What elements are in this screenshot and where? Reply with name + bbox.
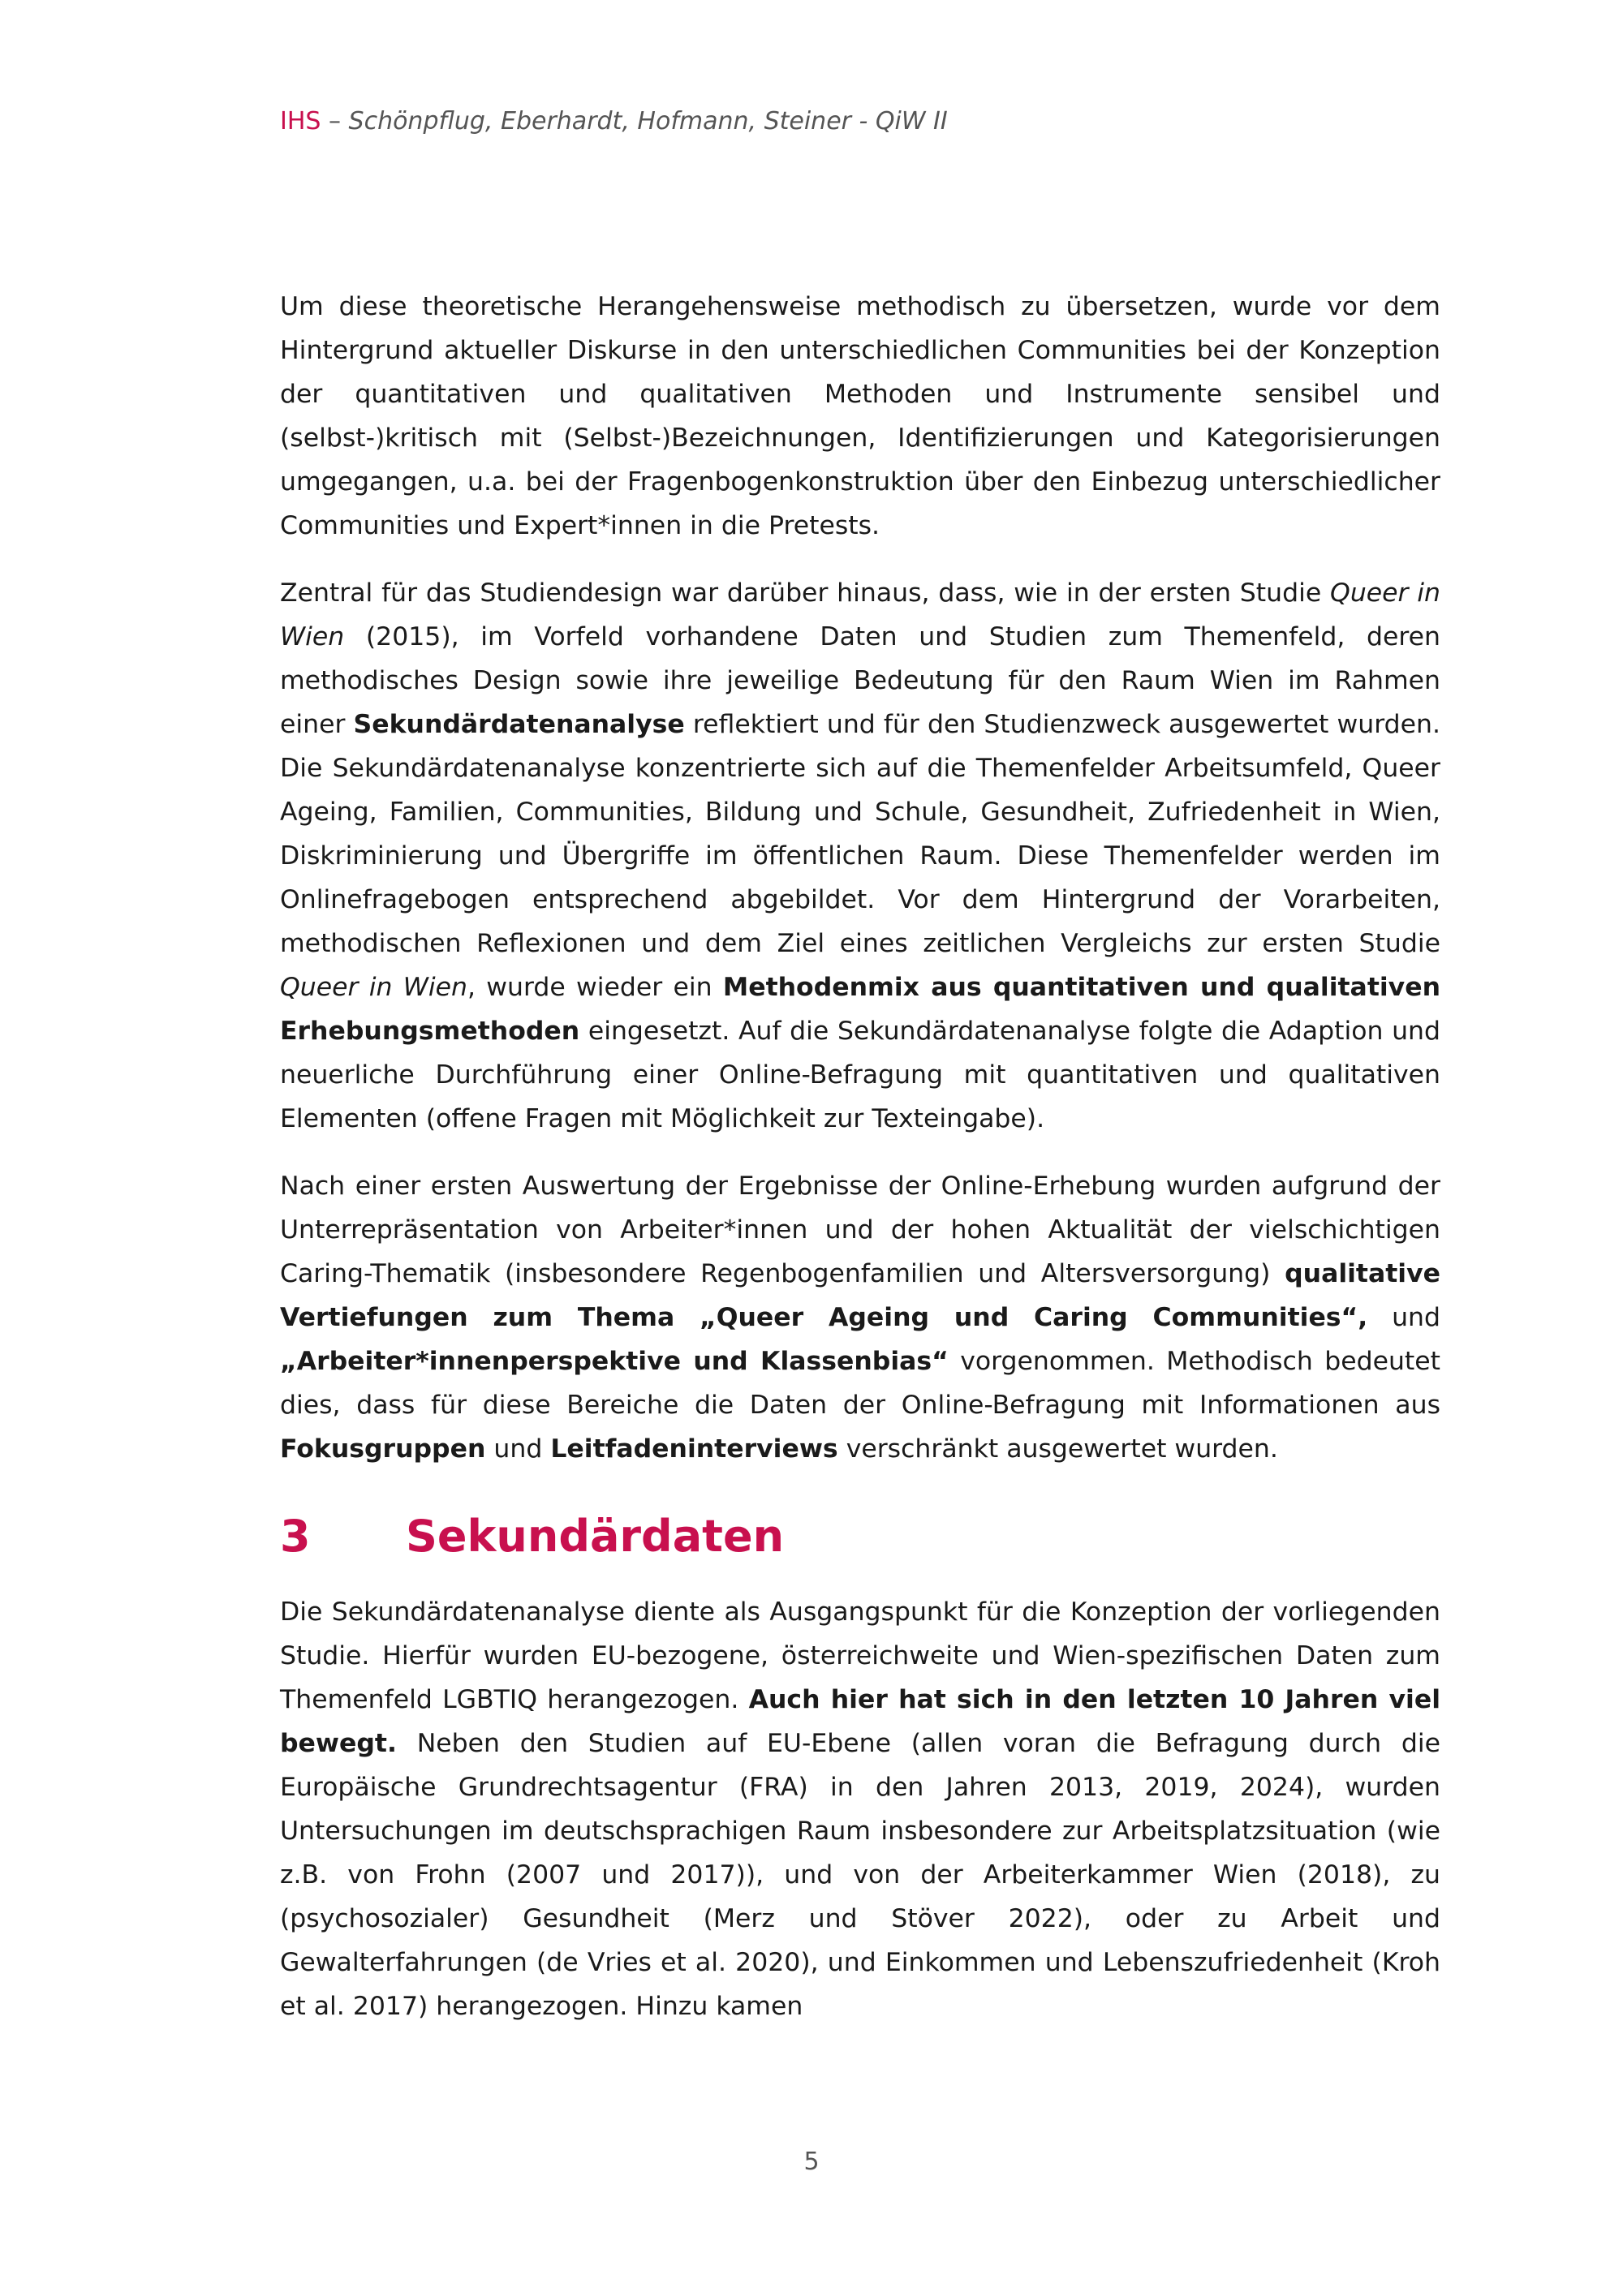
paragraph-method-translation (280, 285, 1440, 548)
text-run: Zentral für das Studiendesign war darüber hinaus, dass, wie in der ersten Studie (280, 578, 1331, 608)
text-run: Neben den Studien auf EU-Ebene (allen voran die Befragung durch die Europäische Grundrechtsagentur (FRA) in den Jahren 2013, 2019, 2024), wurden Untersuchungen im deutschsprachigen Raum insbesondere zur Arbeitsplatzsituation (wie z.B. von Frohn (2007 und 2017)), und von der Arbeiterkammer Wien (2018), zu (psychosozialer) Gesundheit (Merz und Stöver 2022), oder zu Arbeit und Gewalterfahrungen (de Vries et al. 2020), und Einkommen und Lebenszufriedenheit (Kroh et al. 2017) herangezogen. Hinzu kamen (280, 1729, 1440, 2021)
bold-term: „Arbeiter*innenperspektive und Klassenbias“ (280, 1347, 949, 1376)
paragraph-text: Um diese theoretische Herangehensweise methodisch zu übersetzen, wurde vor dem Hintergrund aktueller Diskurse in den unterschiedlichen Communities bei der Konzeption der quantitativen und qualitativen Methoden und Instrumente sensibel und (selbst-)kritisch mit (Selbst-)Bezeichnungen, Identifizierungen und Kategorisierungen umgegangen, u.a. bei der Fragenbogenkonstruktion über den Einbezug unterschiedlicher Communities und Expert*innen in die Pretests. (280, 292, 1440, 540)
bold-term: Auch hier hat sich in den letzten 10 Jahren viel bewegt. (280, 1685, 1440, 1758)
header-authors: Schönpflug, Eberhardt, Hofmann, Steiner - QiW II (348, 107, 948, 135)
italic-study-title: Queer in Wien (280, 973, 467, 1002)
section-title: Sekundärdaten (406, 1511, 785, 1562)
text-run: reflektiert und für den Studienzweck ausgewertet wurden. Die Sekundärdatenanalyse konzentrierte sich auf die Themenfelder Arbeitsumfeld, Queer Ageing, Familien, Communities, Bildung und Schule, Gesundheit, Zufriedenheit in Wien, Diskriminierung und Übergriffe im öffentlichen Raum. Diese Themenfelder werden im Onlinefragebogen entsprechend abgebildet. Vor dem Hintergrund der Vorarbeiten, methodischen Reflexionen und dem Ziel eines zeitlichen Vergleichs zur ersten Studie (280, 710, 1440, 958)
bold-term: Leitfadeninterviews (550, 1434, 838, 1464)
page-number: 5 (803, 2148, 820, 2176)
section-heading (280, 1504, 1440, 1569)
paragraph-qualitative-deepening (280, 1164, 1440, 1471)
text-run: , wurde wieder ein (467, 973, 723, 1002)
header-institution: IHS (280, 107, 321, 135)
text-run: und (1367, 1303, 1441, 1332)
bold-term: qualitative Vertiefungen zum Thema „Queer Ageing und Caring Communities“, (280, 1259, 1440, 1332)
text-run: vorgenommen. Methodisch bedeutet dies, dass für diese Bereiche die Daten der Online-Befragung mit Informationen aus (280, 1347, 1440, 1420)
text-run: Die Sekundärdatenanalyse diente als Ausgangspunkt für die Konzeption der vorliegenden Studie. Hierfür wurden EU-bezogene, österreichweite und Wien-spezifischen Daten zum Themenfeld LGBTIQ herangezogen. (280, 1597, 1440, 1714)
italic-study-title: Queer in Wien (280, 578, 1441, 651)
section-number: 3 (280, 1511, 311, 1562)
body-content (280, 285, 1440, 2052)
text-run: eingesetzt. Auf die Sekundärdatenanalyse folgte die Adaption und neuerliche Durchführung einer Online-Befragung mit quantitativen und qualitativen Elementen (offene Fragen mit Möglichkeit zur Texteingabe). (280, 1017, 1440, 1133)
text-run: (2015), im Vorfeld vorhandene Daten und Studien zum Themenfeld, deren methodisches Design sowie ihre jeweilige Bedeutung für den Raum Wien im Rahmen einer (280, 622, 1440, 739)
bold-term: Fokusgruppen (280, 1434, 486, 1464)
bold-term: Sekundärdatenanalyse (353, 710, 685, 739)
bold-term: Methodenmix aus quantitativen und qualitativen Erhebungsmethoden (280, 973, 1440, 1046)
text-run: verschränkt ausgewertet wurden. (837, 1434, 1278, 1464)
text-run: Nach einer ersten Auswertung der Ergebnisse der Online-Erhebung wurden aufgrund der Unterrepräsentation von Arbeiter*innen und der hohen Aktualität der vielschichtigen Caring-Thematik (insbesondere Regenbogenfamilien und Altersversorgung) (280, 1172, 1440, 1288)
running-header (280, 104, 948, 140)
paragraph-study-design (280, 571, 1440, 1141)
header-separator: – (321, 107, 349, 135)
text-run: und (485, 1434, 551, 1464)
paragraph-secondary-data (280, 1590, 1440, 2028)
